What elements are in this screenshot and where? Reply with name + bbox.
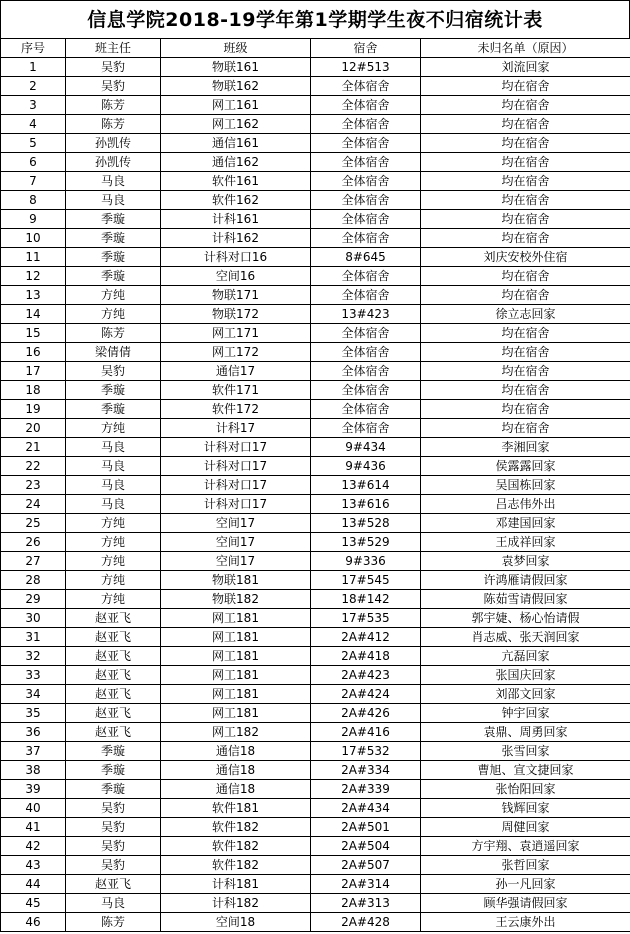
- cell-absent-list: 吕志伟外出: [421, 495, 630, 514]
- cell-absent-list: 袁鼎、周勇回家: [421, 723, 630, 742]
- cell-head-teacher: 马良: [66, 191, 161, 210]
- cell-dorm: 2A#423: [311, 666, 421, 685]
- cell-dorm: 全体宿舍: [311, 267, 421, 286]
- table-row: [1, 324, 630, 343]
- cell-index: 13: [1, 286, 66, 305]
- cell-absent-list: 郭宇婕、杨心怡请假: [421, 609, 630, 628]
- cell-absent-list: 均在宿舍: [421, 267, 630, 286]
- cell-absent-list: 张国庆回家: [421, 666, 630, 685]
- table-row: [1, 723, 630, 742]
- cell-index: 20: [1, 419, 66, 438]
- cell-class: 软件161: [161, 172, 311, 191]
- cell-dorm: 9#336: [311, 552, 421, 571]
- cell-class: 软件181: [161, 799, 311, 818]
- cell-dorm: 2A#339: [311, 780, 421, 799]
- cell-index: 27: [1, 552, 66, 571]
- cell-index: 3: [1, 96, 66, 115]
- cell-head-teacher: 方纯: [66, 552, 161, 571]
- cell-head-teacher: 季璇: [66, 742, 161, 761]
- cell-class: 网工181: [161, 666, 311, 685]
- cell-head-teacher: 陈芳: [66, 96, 161, 115]
- cell-dorm: 2A#416: [311, 723, 421, 742]
- cell-dorm: 全体宿舍: [311, 134, 421, 153]
- cell-index: 18: [1, 381, 66, 400]
- cell-head-teacher: 赵亚飞: [66, 875, 161, 894]
- table-row: [1, 685, 630, 704]
- cell-head-teacher: 方纯: [66, 533, 161, 552]
- cell-head-teacher: 赵亚飞: [66, 685, 161, 704]
- cell-absent-list: 张哲回家: [421, 856, 630, 875]
- cell-class: 物联161: [161, 58, 311, 77]
- cell-class: 物联162: [161, 77, 311, 96]
- cell-class: 计科181: [161, 875, 311, 894]
- cell-absent-list: 肖志威、张天润回家: [421, 628, 630, 647]
- table-row: [1, 172, 630, 191]
- cell-index: 2: [1, 77, 66, 96]
- table-row: [1, 210, 630, 229]
- cell-dorm: 全体宿舍: [311, 153, 421, 172]
- cell-absent-list: 刘庆安校外住宿: [421, 248, 630, 267]
- cell-dorm: 全体宿舍: [311, 381, 421, 400]
- cell-absent-list: 张怡阳回家: [421, 780, 630, 799]
- cell-class: 计科182: [161, 894, 311, 913]
- cell-dorm: 全体宿舍: [311, 115, 421, 134]
- cell-dorm: 2A#507: [311, 856, 421, 875]
- cell-dorm: 13#614: [311, 476, 421, 495]
- cell-head-teacher: 吴豹: [66, 362, 161, 381]
- table-row: [1, 875, 630, 894]
- cell-dorm: 全体宿舍: [311, 210, 421, 229]
- cell-head-teacher: 季璇: [66, 267, 161, 286]
- cell-head-teacher: 孙凯传: [66, 134, 161, 153]
- cell-head-teacher: 马良: [66, 457, 161, 476]
- cell-class: 软件182: [161, 856, 311, 875]
- cell-index: 16: [1, 343, 66, 362]
- cell-index: 21: [1, 438, 66, 457]
- cell-head-teacher: 方纯: [66, 514, 161, 533]
- cell-index: 10: [1, 229, 66, 248]
- cell-index: 43: [1, 856, 66, 875]
- cell-absent-list: 均在宿舍: [421, 191, 630, 210]
- cell-head-teacher: 季璇: [66, 780, 161, 799]
- cell-dorm: 2A#418: [311, 647, 421, 666]
- table-row: [1, 286, 630, 305]
- cell-index: 25: [1, 514, 66, 533]
- cell-dorm: 2A#434: [311, 799, 421, 818]
- header-index: 序号: [1, 39, 66, 58]
- cell-index: 22: [1, 457, 66, 476]
- cell-class: 网工181: [161, 685, 311, 704]
- cell-index: 23: [1, 476, 66, 495]
- table-row: [1, 381, 630, 400]
- cell-absent-list: 均在宿舍: [421, 210, 630, 229]
- sheet-title: 信息学院2018-19学年第1学期学生夜不归宿统计表: [0, 0, 630, 38]
- cell-index: 1: [1, 58, 66, 77]
- header-class: 班级: [161, 39, 311, 58]
- cell-head-teacher: 马良: [66, 495, 161, 514]
- cell-dorm: 17#545: [311, 571, 421, 590]
- cell-index: 37: [1, 742, 66, 761]
- header-head-teacher: 班主任: [66, 39, 161, 58]
- cell-index: 7: [1, 172, 66, 191]
- cell-index: 29: [1, 590, 66, 609]
- table-row: [1, 742, 630, 761]
- cell-absent-list: 刘流回家: [421, 58, 630, 77]
- cell-head-teacher: 季璇: [66, 400, 161, 419]
- table-row: [1, 134, 630, 153]
- cell-absent-list: 均在宿舍: [421, 115, 630, 134]
- table-row: [1, 761, 630, 780]
- cell-class: 网工182: [161, 723, 311, 742]
- cell-head-teacher: 赵亚飞: [66, 609, 161, 628]
- cell-dorm: 全体宿舍: [311, 77, 421, 96]
- table-row: [1, 856, 630, 875]
- cell-class: 计科161: [161, 210, 311, 229]
- cell-dorm: 9#436: [311, 457, 421, 476]
- cell-absent-list: 李湘回家: [421, 438, 630, 457]
- table-row: [1, 894, 630, 913]
- cell-absent-list: 孙一凡回家: [421, 875, 630, 894]
- cell-head-teacher: 季璇: [66, 248, 161, 267]
- cell-index: 15: [1, 324, 66, 343]
- cell-dorm: 全体宿舍: [311, 286, 421, 305]
- cell-index: 44: [1, 875, 66, 894]
- cell-head-teacher: 吴豹: [66, 799, 161, 818]
- cell-dorm: 13#528: [311, 514, 421, 533]
- cell-index: 36: [1, 723, 66, 742]
- cell-head-teacher: 方纯: [66, 305, 161, 324]
- table-row: [1, 229, 630, 248]
- cell-index: 42: [1, 837, 66, 856]
- cell-index: 33: [1, 666, 66, 685]
- cell-absent-list: 均在宿舍: [421, 381, 630, 400]
- cell-head-teacher: 陈芳: [66, 115, 161, 134]
- cell-absent-list: 均在宿舍: [421, 134, 630, 153]
- cell-absent-list: 张雪回家: [421, 742, 630, 761]
- cell-class: 空间17: [161, 533, 311, 552]
- cell-head-teacher: 方纯: [66, 590, 161, 609]
- cell-absent-list: 均在宿舍: [421, 419, 630, 438]
- cell-head-teacher: 陈芳: [66, 324, 161, 343]
- cell-class: 物联171: [161, 286, 311, 305]
- cell-index: 11: [1, 248, 66, 267]
- cell-dorm: 全体宿舍: [311, 419, 421, 438]
- cell-index: 9: [1, 210, 66, 229]
- cell-dorm: 13#423: [311, 305, 421, 324]
- cell-index: 19: [1, 400, 66, 419]
- cell-class: 空间16: [161, 267, 311, 286]
- cell-class: 网工171: [161, 324, 311, 343]
- table-row: [1, 666, 630, 685]
- table-row: [1, 96, 630, 115]
- cell-dorm: 17#535: [311, 609, 421, 628]
- cell-absent-list: 刘邵文回家: [421, 685, 630, 704]
- cell-index: 5: [1, 134, 66, 153]
- cell-dorm: 2A#313: [311, 894, 421, 913]
- table-row: [1, 913, 630, 932]
- cell-index: 31: [1, 628, 66, 647]
- cell-absent-list: 顾华强请假回家: [421, 894, 630, 913]
- cell-index: 4: [1, 115, 66, 134]
- cell-head-teacher: 赵亚飞: [66, 723, 161, 742]
- table-row: [1, 780, 630, 799]
- cell-class: 计科对口16: [161, 248, 311, 267]
- cell-head-teacher: 赵亚飞: [66, 647, 161, 666]
- cell-class: 网工162: [161, 115, 311, 134]
- cell-class: 空间17: [161, 514, 311, 533]
- cell-head-teacher: 吴豹: [66, 58, 161, 77]
- table-row: [1, 514, 630, 533]
- table-row: [1, 647, 630, 666]
- table-row: [1, 571, 630, 590]
- table-row: [1, 609, 630, 628]
- cell-index: 32: [1, 647, 66, 666]
- cell-index: 28: [1, 571, 66, 590]
- cell-absent-list: 吴国栋回家: [421, 476, 630, 495]
- table-body: [1, 58, 630, 932]
- cell-index: 35: [1, 704, 66, 723]
- cell-index: 38: [1, 761, 66, 780]
- cell-class: 通信18: [161, 780, 311, 799]
- cell-head-teacher: 季璇: [66, 381, 161, 400]
- table-row: [1, 115, 630, 134]
- cell-class: 物联181: [161, 571, 311, 590]
- table-row: [1, 799, 630, 818]
- cell-absent-list: 王成祥回家: [421, 533, 630, 552]
- cell-absent-list: 王云康外出: [421, 913, 630, 932]
- cell-dorm: 2A#424: [311, 685, 421, 704]
- cell-head-teacher: 季璇: [66, 229, 161, 248]
- header-row: [1, 39, 630, 58]
- cell-class: 计科对口17: [161, 495, 311, 514]
- cell-index: 45: [1, 894, 66, 913]
- cell-absent-list: 均在宿舍: [421, 77, 630, 96]
- table-row: [1, 343, 630, 362]
- table-row: [1, 495, 630, 514]
- cell-absent-list: 均在宿舍: [421, 96, 630, 115]
- table-row: [1, 818, 630, 837]
- cell-absent-list: 均在宿舍: [421, 362, 630, 381]
- table-row: [1, 191, 630, 210]
- cell-head-teacher: 马良: [66, 894, 161, 913]
- cell-dorm: 全体宿舍: [311, 229, 421, 248]
- cell-class: 网工181: [161, 704, 311, 723]
- table-row: [1, 533, 630, 552]
- cell-class: 网工161: [161, 96, 311, 115]
- cell-dorm: 全体宿舍: [311, 172, 421, 191]
- cell-dorm: 2A#428: [311, 913, 421, 932]
- cell-index: 6: [1, 153, 66, 172]
- cell-index: 41: [1, 818, 66, 837]
- cell-class: 软件171: [161, 381, 311, 400]
- header-absent-list: 未归名单（原因）: [421, 39, 630, 58]
- table-row: [1, 837, 630, 856]
- cell-head-teacher: 吴豹: [66, 77, 161, 96]
- cell-index: 24: [1, 495, 66, 514]
- cell-dorm: 9#434: [311, 438, 421, 457]
- cell-index: 46: [1, 913, 66, 932]
- table-row: [1, 77, 630, 96]
- header-dorm: 宿舍: [311, 39, 421, 58]
- cell-class: 通信18: [161, 761, 311, 780]
- cell-head-teacher: 吴豹: [66, 818, 161, 837]
- cell-class: 网工181: [161, 609, 311, 628]
- table-row: [1, 267, 630, 286]
- cell-absent-list: 袁梦回家: [421, 552, 630, 571]
- table-row: [1, 153, 630, 172]
- table-row: [1, 400, 630, 419]
- table-row: [1, 628, 630, 647]
- table-row: [1, 457, 630, 476]
- cell-class: 通信161: [161, 134, 311, 153]
- cell-absent-list: 许鸿雁请假回家: [421, 571, 630, 590]
- cell-dorm: 2A#426: [311, 704, 421, 723]
- cell-class: 网工181: [161, 647, 311, 666]
- cell-head-teacher: 方纯: [66, 571, 161, 590]
- cell-head-teacher: 梁倩倩: [66, 343, 161, 362]
- cell-class: 网工172: [161, 343, 311, 362]
- cell-index: 30: [1, 609, 66, 628]
- cell-dorm: 全体宿舍: [311, 400, 421, 419]
- table-row: [1, 362, 630, 381]
- cell-head-teacher: 赵亚飞: [66, 704, 161, 723]
- cell-class: 通信18: [161, 742, 311, 761]
- cell-absent-list: 侯露露回家: [421, 457, 630, 476]
- cell-class: 物联172: [161, 305, 311, 324]
- cell-absent-list: 均在宿舍: [421, 324, 630, 343]
- cell-absent-list: 均在宿舍: [421, 400, 630, 419]
- cell-index: 34: [1, 685, 66, 704]
- table-row: [1, 438, 630, 457]
- cell-head-teacher: 陈芳: [66, 913, 161, 932]
- cell-absent-list: 均在宿舍: [421, 153, 630, 172]
- cell-head-teacher: 马良: [66, 438, 161, 457]
- cell-dorm: 2A#504: [311, 837, 421, 856]
- cell-dorm: 13#616: [311, 495, 421, 514]
- cell-index: 40: [1, 799, 66, 818]
- cell-class: 空间18: [161, 913, 311, 932]
- cell-head-teacher: 马良: [66, 172, 161, 191]
- cell-class: 软件172: [161, 400, 311, 419]
- cell-class: 通信162: [161, 153, 311, 172]
- cell-absent-list: 周健回家: [421, 818, 630, 837]
- cell-head-teacher: 方纯: [66, 286, 161, 305]
- cell-index: 17: [1, 362, 66, 381]
- cell-absent-list: 均在宿舍: [421, 172, 630, 191]
- cell-dorm: 12#513: [311, 58, 421, 77]
- cell-dorm: 8#645: [311, 248, 421, 267]
- table-row: [1, 419, 630, 438]
- cell-class: 软件182: [161, 818, 311, 837]
- cell-head-teacher: 马良: [66, 476, 161, 495]
- cell-index: 8: [1, 191, 66, 210]
- cell-class: 软件162: [161, 191, 311, 210]
- cell-head-teacher: 季璇: [66, 210, 161, 229]
- cell-dorm: 全体宿舍: [311, 362, 421, 381]
- cell-dorm: 17#532: [311, 742, 421, 761]
- table-row: [1, 305, 630, 324]
- cell-dorm: 13#529: [311, 533, 421, 552]
- table-row: [1, 552, 630, 571]
- table-row: [1, 248, 630, 267]
- cell-head-teacher: 孙凯传: [66, 153, 161, 172]
- cell-dorm: 2A#314: [311, 875, 421, 894]
- dorm-absence-table: [0, 38, 630, 932]
- cell-absent-list: 钟宇回家: [421, 704, 630, 723]
- cell-class: 物联182: [161, 590, 311, 609]
- cell-dorm: 全体宿舍: [311, 191, 421, 210]
- cell-index: 12: [1, 267, 66, 286]
- cell-dorm: 2A#412: [311, 628, 421, 647]
- table-row: [1, 58, 630, 77]
- cell-class: 软件182: [161, 837, 311, 856]
- cell-index: 26: [1, 533, 66, 552]
- cell-class: 计科17: [161, 419, 311, 438]
- cell-dorm: 全体宿舍: [311, 324, 421, 343]
- cell-dorm: 全体宿舍: [311, 343, 421, 362]
- cell-head-teacher: 吴豹: [66, 837, 161, 856]
- cell-absent-list: 均在宿舍: [421, 286, 630, 305]
- cell-dorm: 2A#501: [311, 818, 421, 837]
- cell-index: 14: [1, 305, 66, 324]
- cell-absent-list: 陈茹雪请假回家: [421, 590, 630, 609]
- cell-dorm: 2A#334: [311, 761, 421, 780]
- cell-head-teacher: 赵亚飞: [66, 628, 161, 647]
- cell-class: 计科162: [161, 229, 311, 248]
- cell-dorm: 全体宿舍: [311, 96, 421, 115]
- cell-absent-list: 亢磊回家: [421, 647, 630, 666]
- cell-class: 通信17: [161, 362, 311, 381]
- cell-absent-list: 均在宿舍: [421, 343, 630, 362]
- cell-head-teacher: 季璇: [66, 761, 161, 780]
- cell-absent-list: 方宇翔、袁逍遥回家: [421, 837, 630, 856]
- cell-class: 计科对口17: [161, 457, 311, 476]
- cell-head-teacher: 方纯: [66, 419, 161, 438]
- cell-dorm: 18#142: [311, 590, 421, 609]
- cell-absent-list: 均在宿舍: [421, 229, 630, 248]
- cell-absent-list: 钱辉回家: [421, 799, 630, 818]
- cell-class: 计科对口17: [161, 476, 311, 495]
- cell-head-teacher: 吴豹: [66, 856, 161, 875]
- table-row: [1, 476, 630, 495]
- cell-absent-list: 邓建国回家: [421, 514, 630, 533]
- cell-absent-list: 徐立志回家: [421, 305, 630, 324]
- table-row: [1, 590, 630, 609]
- cell-index: 39: [1, 780, 66, 799]
- cell-class: 空间17: [161, 552, 311, 571]
- cell-class: 网工181: [161, 628, 311, 647]
- cell-absent-list: 曹旭、宣文捷回家: [421, 761, 630, 780]
- table-row: [1, 704, 630, 723]
- cell-head-teacher: 赵亚飞: [66, 666, 161, 685]
- cell-class: 计科对口17: [161, 438, 311, 457]
